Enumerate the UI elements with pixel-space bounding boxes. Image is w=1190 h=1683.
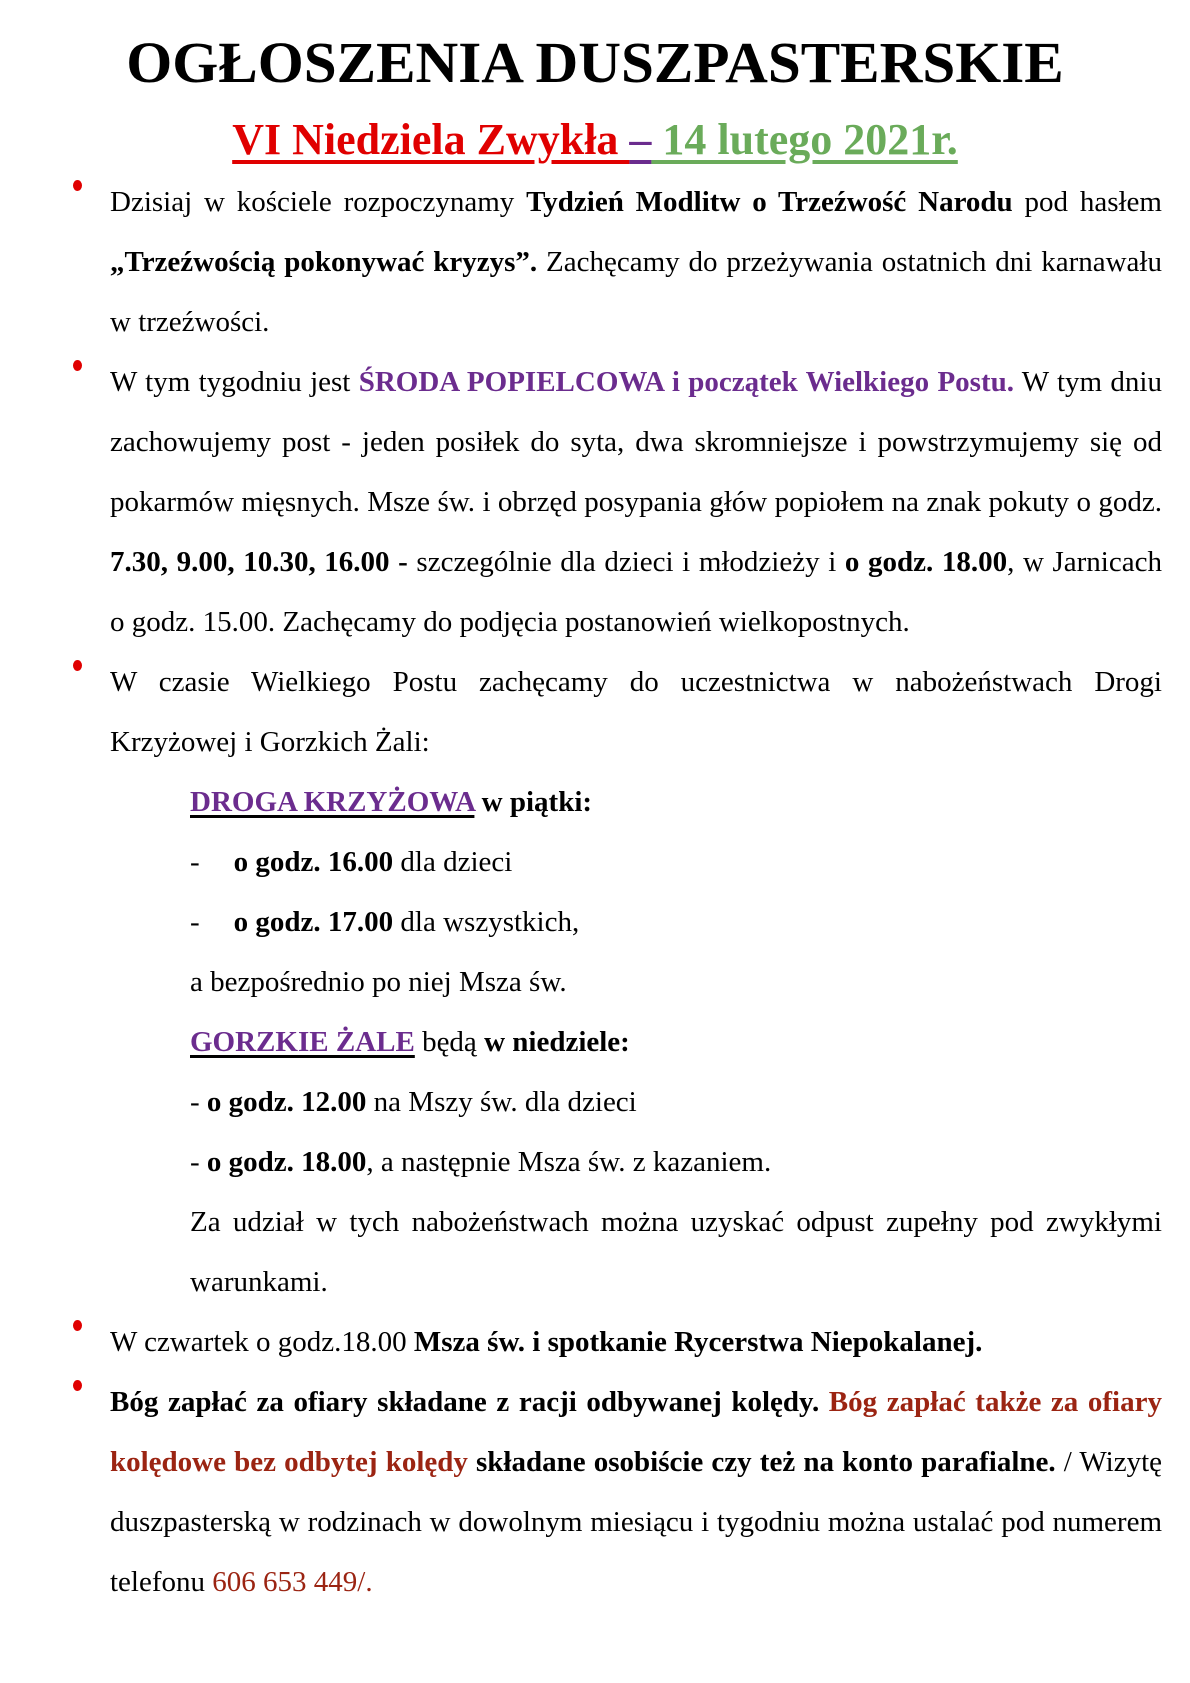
bullet-icon xyxy=(73,180,82,191)
bullet-icon xyxy=(73,1380,82,1391)
announcement-item xyxy=(0,352,1190,652)
announcement-text: W czasie Wielkiego Postu zachęcamy do uczestnictwa w nabożeństwach Drogi Krzyżowej i Gorzkich Żali: xyxy=(110,666,1162,758)
stations-of-cross-title: DROGA KRZYŻOWA xyxy=(190,786,475,818)
ash-wednesday: ŚRODA POPIELCOWA i początek Wielkiego Postu. xyxy=(358,366,1014,398)
offering-thanks: Bóg zapłać także za ofiary kolędowe bez odbytej kolędy xyxy=(110,1386,1162,1478)
knights-meeting: Msza św. i spotkanie Rycerstwa Niepokalanej. xyxy=(413,1326,983,1358)
page-subtitle xyxy=(0,110,1190,170)
motto: „Trzeźwością pokonywać kryzys”. xyxy=(110,246,538,278)
bitter-lamentations-title: GORZKIE ŻALE xyxy=(190,1026,415,1058)
announcements-list xyxy=(0,172,1190,1612)
bullet-icon xyxy=(73,660,82,671)
subtitle-dash: – xyxy=(629,115,652,164)
bitter-lamentations-heading: GORZKIE ŻALE będą w niedziele: xyxy=(190,1026,630,1058)
schedule-row: - o godz. 16.00 dla dzieci xyxy=(190,846,513,878)
subtitle-date: 14 lutego 2021r. xyxy=(651,115,958,164)
announcement-item xyxy=(0,1312,1190,1372)
announcement-item xyxy=(0,652,1190,1312)
bullet-icon xyxy=(73,360,82,371)
bullet-icon xyxy=(73,1320,82,1331)
announcement-text: W tym tygodniu jest ŚRODA POPIELCOWA i początek Wielkiego Postu. W tym dniu zachowujemy post - jeden posiłek do syta, dwa skromniejsze i powstrzymujemy się od pokarmów mięsnych. Msze św. i obrzęd posypania głów popiołem na znak pokuty o godz. 7.30, 9.00, 10.30, 16.00 - szczególnie dla dzieci i młodzieży i o godz. 18.00, w Jarnicach o godz. 15.00. Zachęcamy do podjęcia postanowień wielkopostnych. xyxy=(110,366,1162,638)
announcement-item xyxy=(0,1372,1190,1612)
schedule-row: - o godz. 17.00 dla wszystkich, xyxy=(190,906,580,938)
announcement-text: Bóg zapłać za ofiary składane z racji odbywanej kolędy. Bóg zapłać także za ofiary kolędowe bez odbytej kolędy składane osobiście czy też na konto parafialne. / Wizytę duszpasterską w rodzinach w dowolnym miesiącu i tygodniu można ustalać pod numerem telefonu 606 653 449/. xyxy=(110,1386,1162,1598)
schedule-row: - o godz. 12.00 na Mszy św. dla dzieci xyxy=(190,1086,637,1118)
subtitle-sunday: VI Niedziela Zwykła xyxy=(232,115,630,164)
announcement-text: W czwartek o godz.18.00 Msza św. i spotkanie Rycerstwa Niepokalanej. xyxy=(110,1326,983,1358)
evening-mass-time: o godz. 18.00 xyxy=(844,546,1008,578)
stations-of-cross-heading: DROGA KRZYŻOWA w piątki: xyxy=(190,786,593,818)
sobriety-week: Tydzień Modlitw o Trzeźwość Narodu xyxy=(526,186,1013,218)
schedule-note: a bezpośrednio po niej Msza św. xyxy=(190,966,567,998)
announcement-item xyxy=(0,172,1190,352)
mass-times: 7.30, 9.00, 10.30, 16.00 - xyxy=(110,546,408,578)
indulgence-note: Za udział w tych nabożeństwach można uzyskać odpust zupełny pod zwykłymi warunkami. xyxy=(190,1206,1162,1298)
phone-number: 606 653 449 xyxy=(212,1566,358,1598)
page-title: OGŁOSZENIA DUSZPASTERSKIE xyxy=(126,30,1064,95)
announcement-text: Dzisiaj w kościele rozpoczynamy Tydzień Modlitw o Trzeźwość Narodu pod hasłem „Trzeźwością pokonywać kryzys”. Zachęcamy do przeżywania ostatnich dni karnawału w trzeźwości. xyxy=(110,186,1162,338)
schedule-row: - o godz. 18.00, a następnie Msza św. z kazaniem. xyxy=(190,1146,772,1178)
